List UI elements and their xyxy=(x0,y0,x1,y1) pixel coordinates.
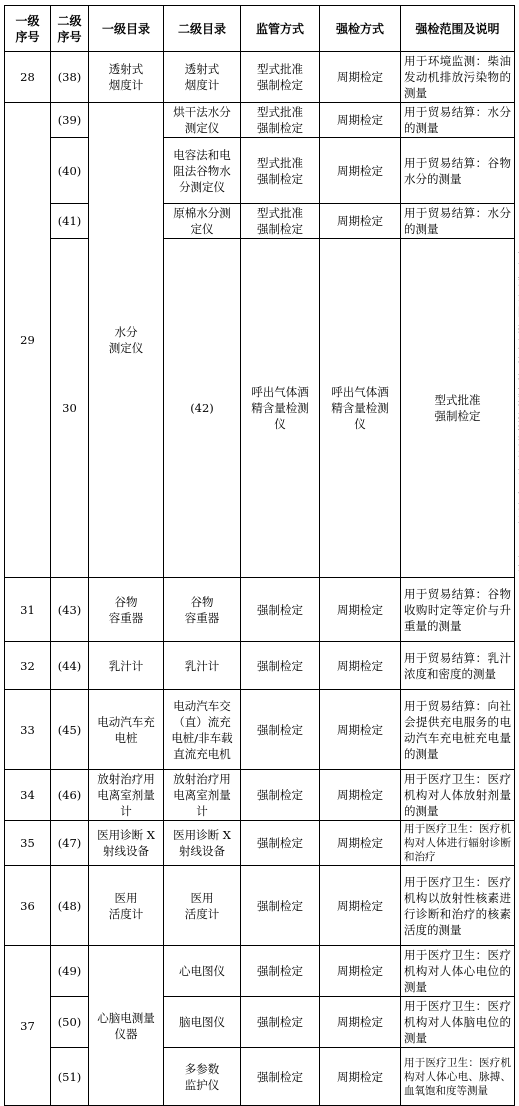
scope: 用于医疗卫生：医疗机构对人体心电位的测量 xyxy=(401,946,515,997)
level2-no: (42) xyxy=(164,239,241,578)
level2-dir: 心电图仪 xyxy=(164,946,241,997)
table-row xyxy=(5,690,515,770)
level1-no: 29 xyxy=(5,103,51,578)
inspection: 周期检定 xyxy=(320,52,401,103)
level2-dir: 脑电图仪 xyxy=(164,997,241,1048)
table-row xyxy=(5,866,515,946)
header-row xyxy=(5,6,515,52)
scope: 用于医疗卫生：医疗机构以放射性核素进行诊断和治疗的核素活度的测量 xyxy=(401,866,515,946)
inspection: 周期检定 xyxy=(320,770,401,821)
supervision: 型式批准 强制检定 xyxy=(241,204,320,239)
header-level2-no: 二级 序号 xyxy=(51,6,89,52)
level1-dir: 乳汁计 xyxy=(89,642,164,690)
supervision: 型式批准 强制检定 xyxy=(241,103,320,138)
level1-no: 37 xyxy=(5,946,51,1106)
supervision: 强制检定 xyxy=(241,770,320,821)
header-level1-no: 一级 序号 xyxy=(5,6,51,52)
inspection: 周期检定 xyxy=(320,1048,401,1106)
level2-no: (50) xyxy=(51,997,89,1048)
table-row xyxy=(5,578,515,642)
header-scope: 强检范围及说明 xyxy=(401,6,515,52)
scope: 用于贸易结算：向社会提供充电服务的电动汽车充电桩充电量的测量 xyxy=(401,690,515,770)
inspection: 周期检定 xyxy=(320,103,401,138)
supervision: 型式批准 强制检定 xyxy=(401,239,515,578)
level1-no: 34 xyxy=(5,770,51,821)
table-row xyxy=(5,103,515,138)
table-row xyxy=(5,239,515,578)
scope: 用于医疗卫生：医疗机构对人体心电、脉搏、血氧饱和度等测量 xyxy=(401,1048,515,1106)
supervision: 强制检定 xyxy=(241,997,320,1048)
level2-no: (43) xyxy=(51,578,89,642)
inspection: 周期检定 xyxy=(320,690,401,770)
level2-no: (48) xyxy=(51,866,89,946)
inspection: 周期检定 xyxy=(320,946,401,997)
table-row xyxy=(5,821,515,866)
level2-no: (39) xyxy=(51,103,89,138)
scope: 用于贸易结算：水分的测量 xyxy=(401,204,515,239)
header-supervision: 监管方式 xyxy=(241,6,320,52)
header-inspection: 强检方式 xyxy=(320,6,401,52)
scope: 用于贸易结算：水分的测量 xyxy=(401,103,515,138)
level1-no: 35 xyxy=(5,821,51,866)
inspection-table xyxy=(4,5,515,1106)
scope: 用于医疗卫生：医疗机构对人体脑电位的测量 xyxy=(401,997,515,1048)
supervision: 强制检定 xyxy=(241,821,320,866)
supervision: 强制检定 xyxy=(241,578,320,642)
level1-no: 32 xyxy=(5,642,51,690)
level2-dir: 电容法和电阻法谷物水分测定仪 xyxy=(164,138,241,204)
header-level2-dir: 二级目录 xyxy=(164,6,241,52)
inspection: 周期检定 xyxy=(320,866,401,946)
level1-dir: 放射治疗用电离室剂量计 xyxy=(89,770,164,821)
level2-no: (51) xyxy=(51,1048,89,1106)
level2-no: (47) xyxy=(51,821,89,866)
scope: 用于医疗卫生：医疗机构对人体放射剂量的测量 xyxy=(401,770,515,821)
level2-dir: 透射式 烟度计 xyxy=(164,52,241,103)
level1-no: 31 xyxy=(5,578,51,642)
level2-dir: 多参数 监护仪 xyxy=(164,1048,241,1106)
supervision: 强制检定 xyxy=(241,690,320,770)
level2-dir: 烘干法水分测定仪 xyxy=(164,103,241,138)
level2-dir: 原棉水分测定仪 xyxy=(164,204,241,239)
level1-dir: 电动汽车充电桩 xyxy=(89,690,164,770)
table-row xyxy=(5,997,515,1048)
level2-no: (41) xyxy=(51,204,89,239)
level1-no: 28 xyxy=(5,52,51,103)
table-row xyxy=(5,770,515,821)
level1-dir: 谷物 容重器 xyxy=(89,578,164,642)
scope: 用于贸易结算：谷物收购时定等定价与升重量的测量 xyxy=(401,578,515,642)
table-row xyxy=(5,1048,515,1106)
table-row xyxy=(5,52,515,103)
level1-dir: 透射式 烟度计 xyxy=(89,52,164,103)
supervision: 强制检定 xyxy=(241,1048,320,1106)
level2-dir: 谷物 容重器 xyxy=(164,578,241,642)
inspection: 周期检定 xyxy=(320,997,401,1048)
scope: 用于环境监测：柴油发动机排放污染物的测量 xyxy=(401,52,515,103)
scope: 用于贸易结算：乳汁浓度和密度的测量 xyxy=(401,642,515,690)
inspection: 周期检定 xyxy=(320,138,401,204)
scope: 用于贸易结算：谷物水分的测量 xyxy=(401,138,515,204)
level1-dir: 医用 活度计 xyxy=(89,866,164,946)
level1-no: 30 xyxy=(51,239,89,578)
level2-no: (49) xyxy=(51,946,89,997)
level2-dir: 电动汽车交（直）流充电桩/非车载直流充电机 xyxy=(164,690,241,770)
scope: 用于医疗卫生：医疗机构对人体进行辐射诊断和治疗 xyxy=(401,821,515,866)
level2-no: (46) xyxy=(51,770,89,821)
table-row xyxy=(5,138,515,204)
inspection: 周期检定 xyxy=(320,578,401,642)
level2-no: (44) xyxy=(51,642,89,690)
level2-dir: 放射治疗用电离室剂量计 xyxy=(164,770,241,821)
supervision: 型式批准 强制检定 xyxy=(241,52,320,103)
level1-dir: 医用诊断 X 射线设备 xyxy=(89,821,164,866)
table-row xyxy=(5,204,515,239)
level2-dir: 医用诊断 X 射线设备 xyxy=(164,821,241,866)
level2-no: (45) xyxy=(51,690,89,770)
level2-dir: 呼出气体酒精含量检测仪 xyxy=(320,239,401,578)
level1-dir: 水分 测定仪 xyxy=(89,103,164,578)
level1-dir: 心脑电测量 仪器 xyxy=(89,946,164,1106)
level2-dir: 乳汁计 xyxy=(164,642,241,690)
level1-no: 33 xyxy=(5,690,51,770)
supervision: 强制检定 xyxy=(241,866,320,946)
level2-dir: 医用 活度计 xyxy=(164,866,241,946)
level2-no: (38) xyxy=(51,52,89,103)
level1-no: 36 xyxy=(5,866,51,946)
table-row xyxy=(5,642,515,690)
table-row xyxy=(5,946,515,997)
level2-no: (40) xyxy=(51,138,89,204)
level1-dir: 呼出气体酒精含量检测仪 xyxy=(241,239,320,578)
inspection: 周期检定 xyxy=(320,642,401,690)
supervision: 强制检定 xyxy=(241,642,320,690)
supervision: 型式批准 强制检定 xyxy=(241,138,320,204)
inspection: 周期检定 xyxy=(320,821,401,866)
inspection: 周期检定 xyxy=(320,204,401,239)
supervision: 强制检定 xyxy=(241,946,320,997)
header-level1-dir: 一级目录 xyxy=(89,6,164,52)
